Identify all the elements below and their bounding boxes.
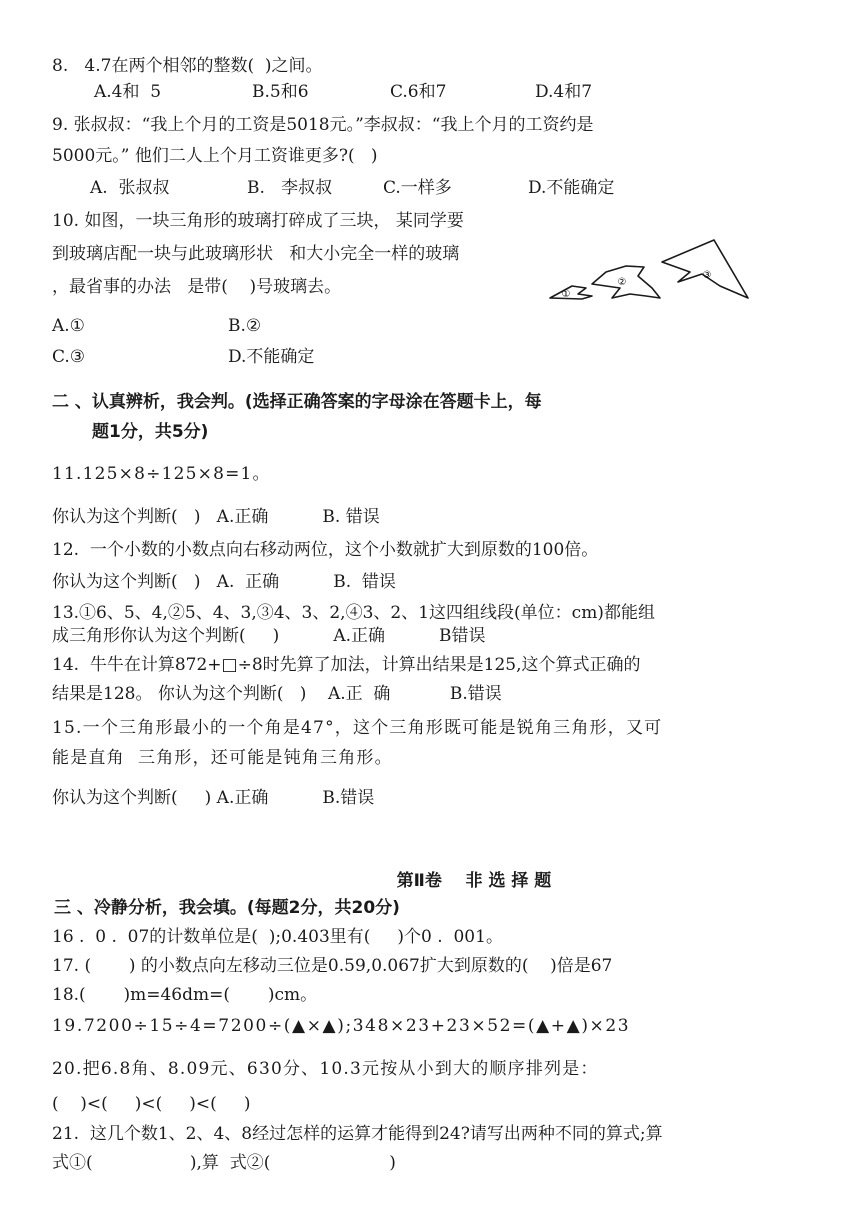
q13-line2: 成三角形你认为这个判断( ) A.正确 B错误 — [52, 626, 486, 646]
q9-line2: 5000元。” 他们二人上个月工资谁更多?( ) — [52, 146, 378, 166]
q9-option-c: C.一样多 — [383, 178, 452, 198]
q10-option-d: D.不能确定 — [228, 347, 315, 367]
q16: 16 . 0 . 07的计数单位是( );0.403里有( )个0 . 001。 — [52, 927, 503, 947]
q8-option-b: B.5和6 — [252, 82, 309, 102]
section3-heading: 三 、冷静分析，我会填。(每题2分，共20分) — [54, 898, 400, 918]
q11-stem: 11.125×8÷125×8=1。 — [52, 464, 271, 484]
q14-line1: 14. 牛牛在计算872+□÷8时先算了加法，计算出结果是125,这个算式正确的 — [52, 655, 641, 675]
q10-line1: 10. 如图，一块三角形的玻璃打碎成了三块， 某同学要 — [52, 211, 464, 231]
q10-line2: 到玻璃店配一块与此玻璃形状 和大小完全一样的玻璃 — [52, 244, 460, 264]
glass-piece-1-label: ① — [561, 289, 571, 300]
q8-stem: 8. 4.7在两个相邻的整数( )之间。 — [52, 56, 323, 76]
glass-piece-3 — [662, 240, 748, 298]
glass-piece-2-label: ② — [617, 277, 627, 288]
q21-line1: 21. 这几个数1、2、4、8经过怎样的运算才能得到24?请写出两种不同的算式;算 — [52, 1124, 663, 1144]
q12-judge: 你认为这个判断( ) A. 正确 B. 错误 — [52, 572, 396, 592]
q20-line1: 20.把6.8角、8.09元、630分、10.3元按从小到大的顺序排列是： — [52, 1059, 599, 1079]
q17: 17. ( ) 的小数点向左移动三位是0.59,0.067扩大到原数的( )倍是67 — [52, 956, 613, 976]
q8-option-d: D.4和7 — [535, 82, 593, 102]
q21-line2: 式①( ),算 式②( ) — [52, 1153, 396, 1173]
q9-option-a: A. 张叔叔 — [90, 178, 170, 198]
q8-option-a: A.4和 5 — [94, 82, 162, 102]
section2-heading-line2: 题1分，共5分) — [92, 422, 209, 442]
q10-option-a: A.① — [52, 316, 85, 336]
section2-heading: 二 、认真辨析，我会判。(选择正确答案的字母涂在答题卡上，每 — [52, 392, 542, 412]
q15-line2: 能是直角 三角形，还可能是钝角三角形。 — [52, 748, 393, 768]
q13-line1: 13.①6、5、4,②5、4、3,③4、3、2,④3、2、1这四组线段(单位：cm)都能组 — [52, 603, 655, 623]
q14-line2: 结果是128。 你认为这个判断( ) A.正 确 B.错误 — [52, 684, 502, 704]
q9-option-d: D.不能确定 — [528, 178, 615, 198]
q10-option-b: B.② — [228, 316, 262, 336]
q18: 18.( )m=46dm=( )cm。 — [52, 985, 318, 1005]
q9-option-b: B. 李叔叔 — [247, 178, 333, 198]
q9-line1: 9. 张叔叔：“我上个月的工资是5018元。”李叔叔：“我上个月的工资约是 — [52, 115, 594, 135]
q20-line2: ( )<( )<( )<( ) — [52, 1094, 251, 1114]
part2-title: 第Ⅱ卷 非 选 择 题 — [396, 871, 552, 891]
broken-glass-figure — [542, 236, 762, 316]
q15-judge: 你认为这个判断( ) A.正确 B.错误 — [52, 788, 375, 808]
q11-judge: 你认为这个判断( ) A.正确 B. 错误 — [52, 507, 380, 527]
glass-piece-3-label: ③ — [702, 270, 712, 281]
q8-option-c: C.6和7 — [390, 82, 447, 102]
glass-piece-1 — [550, 286, 592, 299]
q15-line1: 15.一个三角形最小的一个角是47°，这个三角形既可能是锐角三角形，又可 — [52, 718, 663, 738]
q10-option-c: C.③ — [52, 347, 86, 367]
q12-stem: 12. 一个小数的小数点向右移动两位，这个小数就扩大到原数的100倍。 — [52, 540, 599, 560]
q19: 19.7200÷15÷4=7200÷(▲×▲);348×23+23×52=(▲+▲)×23 — [52, 1016, 631, 1036]
q10-line3: ，最省事的办法 是带( )号玻璃去。 — [52, 277, 342, 297]
